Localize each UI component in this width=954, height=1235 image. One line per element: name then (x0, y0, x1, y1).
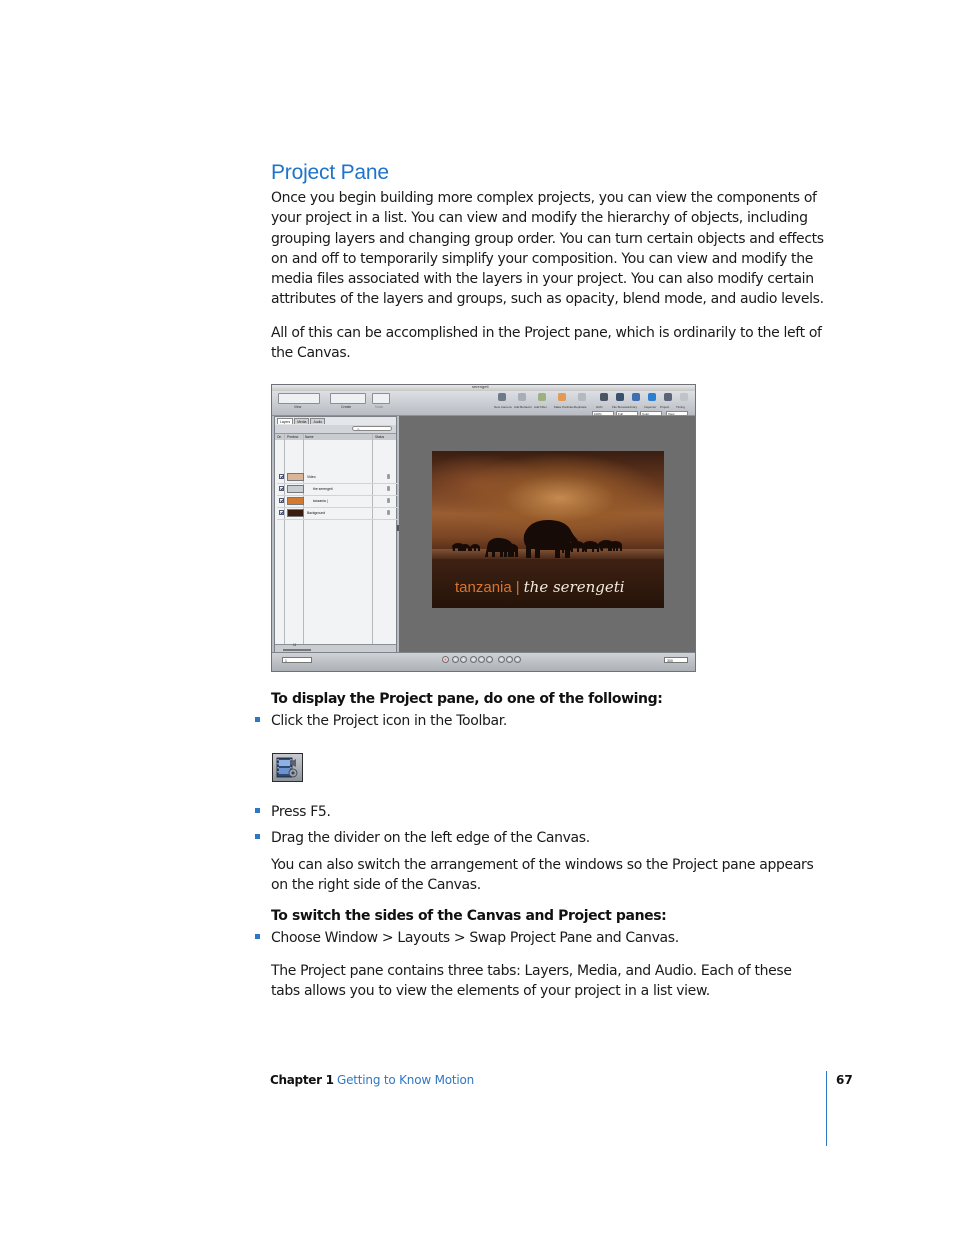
toolbar-icon-label: Inspector (644, 405, 657, 409)
caption-tanzania: tanzania (455, 579, 512, 596)
location-paragraph: All of this can be accomplished in the Project pane, which is ordinarily to the left of the Canvas. (271, 325, 822, 362)
toolbar-icon (538, 393, 546, 401)
layer-enable-checkbox (279, 486, 284, 491)
record-button (442, 656, 449, 663)
bullet-marker (255, 834, 260, 839)
layer-row (277, 507, 398, 520)
toolbar-icon-label: File Browser (612, 405, 629, 409)
thumbnail-size-slider (283, 649, 311, 651)
loop-button (498, 656, 505, 663)
resolution-popup: Full (616, 411, 638, 416)
window-title: serengeti (472, 384, 489, 389)
view-tools-group (278, 393, 320, 404)
toolbar-icon (600, 393, 608, 401)
motion-window-screenshot (271, 384, 696, 672)
rewind-button (514, 656, 521, 663)
procedure-heading-display: To display the Project pane, do one of the following: (271, 691, 663, 707)
column-on: On (277, 435, 282, 439)
go-to-end-button (486, 656, 493, 663)
lock-icon (387, 486, 390, 491)
toolbar (272, 391, 695, 416)
current-frame-field: 1 (282, 657, 312, 663)
end-frame-field: 300 (664, 657, 688, 663)
column-divider (284, 434, 285, 646)
layers-search-field: Q- (352, 426, 392, 431)
layer-thumbnail (287, 485, 304, 493)
next-frame-button (478, 656, 485, 663)
tab-media: Media (294, 418, 309, 424)
column-preview: Preview (287, 435, 299, 439)
layer-enable-checkbox (279, 510, 284, 515)
closing-paragraph: The Project pane contains three tabs: Layers, Media, and Audio. Each of these tabs allows you to view the elements of your project in a list view. (271, 963, 792, 1000)
intro-paragraph: Once you begin building more complex projects, you can view the components of your project in a list. You can view and modify the hierarchy of objects, including grouping layers and changing group order. You can turn certain objects and effects on and off to temporarily simplify your composition. You can view and modify the media files associated with the layers in your project. You can also modify certain attributes of the layers and groups, such as opacity, blend mode, and audio levels. (271, 190, 824, 308)
mask-tools-group (372, 393, 390, 404)
toolbar-icon-label: Replicate (574, 405, 587, 409)
toolbar-icon (558, 393, 566, 401)
zoom-popup: 100% (592, 411, 614, 416)
footer-chapter-title: Getting to Know Motion (337, 1073, 475, 1087)
title-caption (455, 578, 625, 596)
tab-layers: Layers (277, 418, 293, 424)
toolbar-icon-label: Make Particles (554, 405, 574, 409)
toolbar-group-label: View (294, 405, 302, 409)
create-tools-group (330, 393, 366, 404)
layer-thumbnail (287, 473, 304, 481)
layer-enable-checkbox (279, 474, 284, 479)
layer-name: the serengeti (313, 487, 333, 491)
lock-icon (387, 510, 390, 515)
audio-button (506, 656, 513, 663)
step-click-project-icon: Click the Project icon in the Toolbar. (271, 713, 507, 729)
go-to-start-button (452, 656, 459, 663)
caption-separator: | (515, 579, 520, 596)
layer-name: tanzania | (313, 499, 328, 503)
canvas-image (432, 451, 664, 608)
layer-enable-checkbox (279, 498, 284, 503)
arrangement-note: You can also switch the arrangement of the windows so the Project pane appears on the right side of the Canvas. (271, 857, 814, 894)
toolbar-icon-label: Add Behavior (514, 405, 533, 409)
lock-icon (387, 498, 390, 503)
bullet-marker (255, 808, 260, 813)
toolbar-icon-label: HUD (596, 405, 603, 409)
footer-rule (826, 1071, 827, 1146)
toolbar-icon-label: Library (628, 405, 638, 409)
toolbar-icon (616, 393, 624, 401)
toolbar-icon-label: New Camera (494, 405, 512, 409)
project-icon (272, 753, 303, 782)
toolbar-icon (648, 393, 656, 401)
section-title: Project Pane (271, 161, 389, 184)
toolbar-icon-label: Timing (676, 405, 685, 409)
step-drag-divider: Drag the divider on the left edge of the Canvas. (271, 830, 590, 846)
previous-frame-button (460, 656, 467, 663)
layer-name: Background (307, 511, 326, 515)
toolbar-icon-label: Add Filter (534, 405, 547, 409)
project-pane-tabs (277, 418, 325, 424)
procedure-heading-switch: To switch the sides of the Canvas and Project panes: (271, 908, 667, 924)
toolbar-icon (578, 393, 586, 401)
toolbar-icon-label: Project (660, 405, 670, 409)
footer-chapter: Chapter 1 (270, 1073, 334, 1087)
lock-icon (387, 474, 390, 479)
bullet-marker (255, 934, 260, 939)
toolbar-icon (498, 393, 506, 401)
project-film-icon (273, 754, 302, 781)
step-press-f5: Press F5. (271, 804, 331, 820)
toolbar-group-label: Create (341, 405, 352, 409)
toolbar-group-label: Mask (375, 405, 384, 409)
column-divider (372, 434, 373, 646)
toolbar-icon (664, 393, 672, 401)
layer-thumbnail (287, 497, 304, 505)
channels-popup: Color (640, 411, 662, 416)
toolbar-icon (632, 393, 640, 401)
layer-thumbnail (287, 509, 304, 517)
column-status: Status (375, 435, 385, 439)
layer-name: Video (307, 475, 316, 479)
column-name: Name (305, 435, 314, 439)
timing-controls (272, 652, 695, 672)
caption-serengeti: the serengeti (523, 578, 625, 596)
tab-audio: Audio (310, 418, 325, 424)
step-swap-layout: Choose Window > Layouts > Swap Project Pane and Canvas. (271, 930, 679, 946)
toolbar-icon (518, 393, 526, 401)
page-number: 67 (836, 1073, 853, 1087)
project-pane-toolbar (275, 425, 396, 434)
project-pane (274, 416, 397, 660)
view-popup: View (666, 411, 688, 416)
toolbar-icon (680, 393, 688, 401)
thumbnail-size-value: 11 (293, 643, 297, 647)
play-button (470, 656, 477, 663)
bullet-marker (255, 717, 260, 722)
column-divider (303, 434, 304, 646)
